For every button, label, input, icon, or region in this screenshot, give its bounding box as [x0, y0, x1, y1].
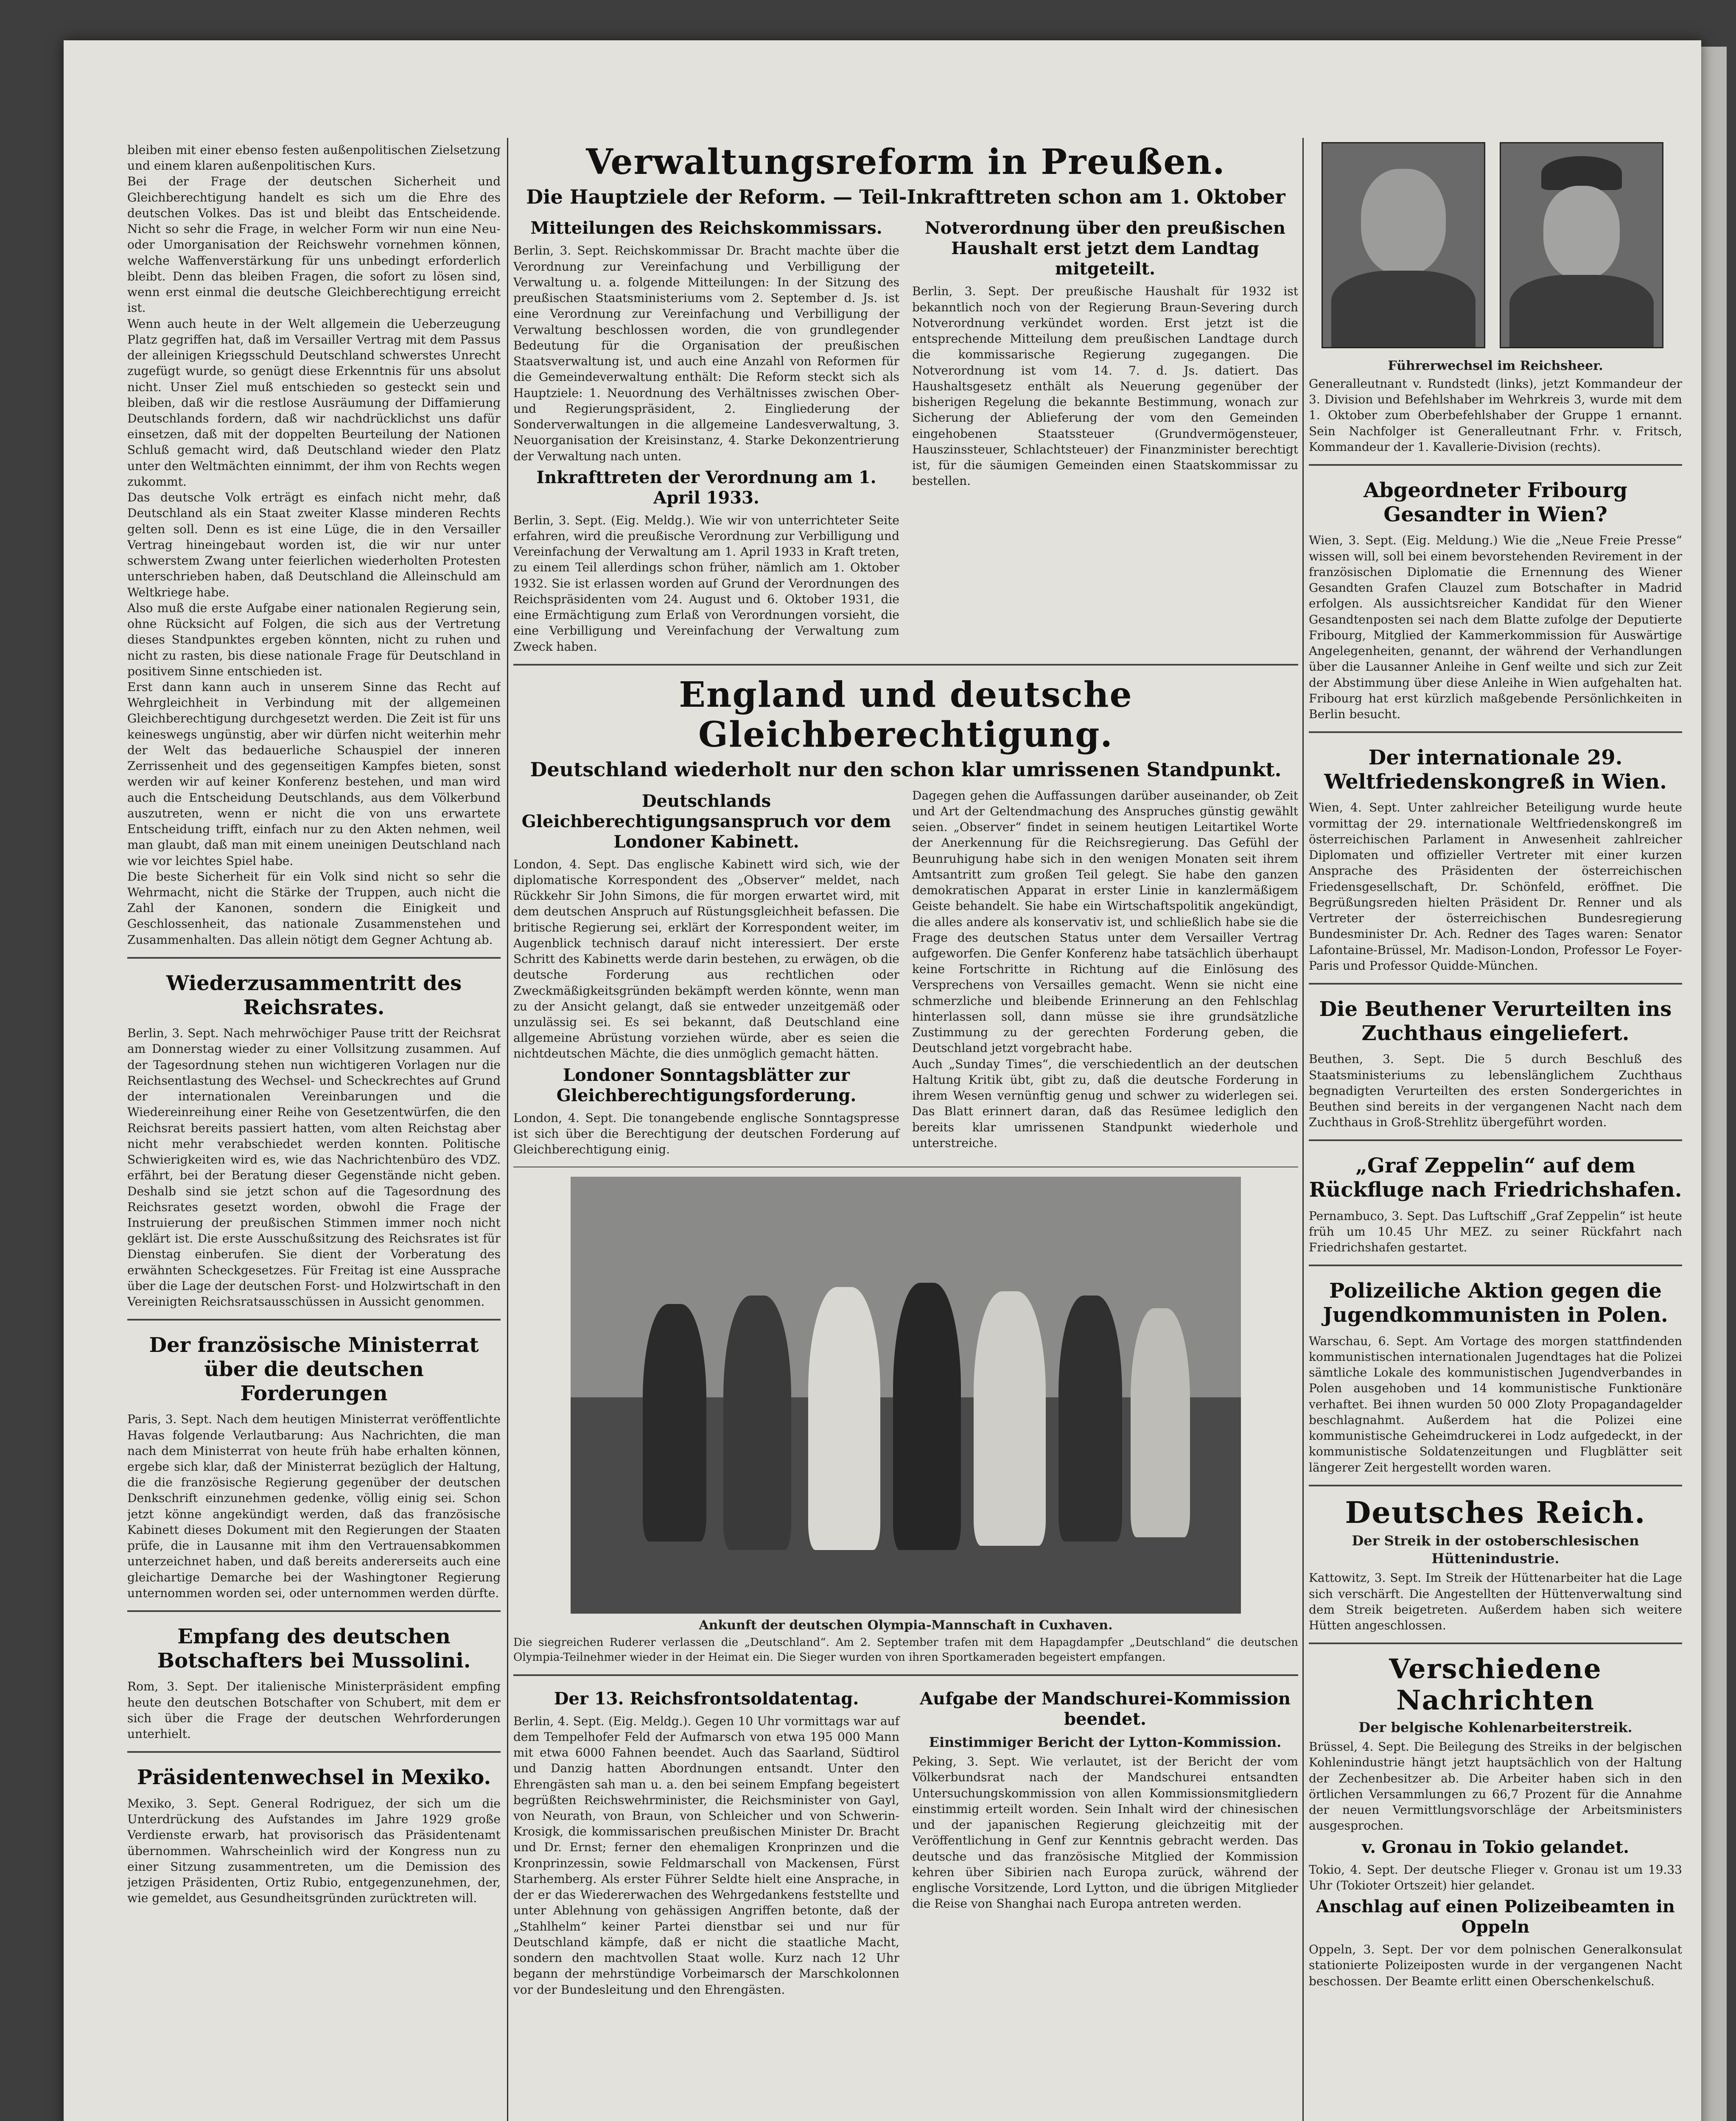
column-rule-left	[507, 138, 508, 2121]
article-continuation-intro: bleiben mit einer ebenso festen außenpolitischen Zielsetzung und einem klaren außenpolitischen Kurs.	[127, 143, 501, 173]
divider	[127, 1610, 501, 1612]
divider	[1309, 731, 1682, 733]
column-center	[513, 142, 1298, 2121]
article-gronau: Tokio, 4. Sept. Der deutsche Flieger v. Gronau ist um 19.33 Uhr (Tokioter Ortszeit) hier gelandet.	[1309, 1862, 1682, 1892]
photo-caption: Ankunft der deutschen Olympia-Mannschaft in Cuxhaven.	[699, 1618, 1113, 1633]
headline-mitteilungen: Mitteilungen des Reichskommissars.	[530, 218, 882, 238]
article-mandschurei: Peking, 3. Sept. Wie verlautet, ist der Bericht der vom Völkerbundsrat nach der Mandschurei entsandten Untersuchungskommission von allen Kommissionsmitgliedern einstimmig erteilt worden. Sein Inhalt wird der chinesischen und der japanischen Regierung gleichzeitig mit der Veröffentlichung in Genf zur Kenntnis gebracht werden. Das deutsche und das französische Mitglied der Kommission kehren über Sibirien nach Europa zurück, während der englische Vorsitzende, Lord Lytton, und die übrigen Mitglieder die Reise von Shanghai nach Europa antreten werden.	[912, 1754, 1298, 1911]
divider	[513, 1674, 1298, 1676]
headline-ministerrat: Der französische Ministerrat über die deutschen Forderungen	[149, 1333, 479, 1405]
headline-fribourg: Abgeordneter Fribourg Gesandter in Wien?	[1363, 478, 1627, 526]
headline-reichsrat: Wiederzusammentritt des Reichsrates.	[166, 971, 462, 1019]
divider	[127, 1319, 501, 1321]
headline-verwaltungsreform: Verwaltungsreform in Preußen.	[586, 142, 1226, 182]
portrait-pair	[1309, 142, 1682, 354]
article-oppeln: Oppeln, 3. Sept. Der vor dem polnischen Generalkonsulat stationierte Polizeiposten wurde in der vergangenen Nacht beschossen. Der Beamte erlitt einen Oberschenkelschuß.	[1309, 1942, 1682, 1988]
headline-deutsches-reich: Deutsches Reich.	[1345, 1494, 1646, 1530]
paragraph: Die beste Sicherheit für ein Volk sind nicht so sehr die Wehrmacht, nicht die Stärke der Truppen, auch nicht die Zahl der Kanonen, sondern die Einigkeit und Geschlossenheit, das nationale Zusammenstehen und Zusammenhalten. Das allein nötigt dem Gegner Achtung ab.	[127, 869, 501, 947]
paragraph: Also muß die erste Aufgabe einer nationalen Regierung sein, ohne Rücksicht auf Folgen, die sich aus der Vertretung dieses Standpunktes ergeben könnten, nicht zu ruhen und nicht zu rasten, bis diese nationale Frage für Deutschland in positivem Sinne entschieden ist.	[127, 601, 501, 678]
subheadline-streik: Der Streik in der ostoberschlesischen Hüttenindustrie.	[1352, 1533, 1639, 1567]
article-kohlenstreik: Brüssel, 4. Sept. Die Beilegung des Streiks in der belgischen Kohlenindustrie hängt jetzt hauptsächlich von der Haltung der Zechenbesitzer ab. Die Arbeiter haben sich in den örtlichen Versammlungen zu 66,7 Prozent für die Annahme der neuen Vermittlungsvorschläge der Arbeitsministers ausgesprochen.	[1309, 1740, 1682, 1833]
article-empfang: Rom, 3. Sept. Der italienische Ministerpräsident empfing heute den deutschen Botschafter von Schubert, mit dem er sich über die Frage der deutschen Wehrforderungen unterhielt.	[127, 1679, 501, 1741]
article-inkrafttreten: Berlin, 3. Sept. (Eig. Meldg.). Wie wir von unterrichteter Seite erfahren, wird die preußische Verordnung zur Verbilligung und Vereinfachung der Verwaltung am 1. April 1933 in Kraft treten, zu einem Teil allerdings schon früher, nämlich am 1. Oktober 1932. Sie ist erlassen worden auf Grund der Verordnungen des Reichspräsidenten vom 24. August und 6. Oktober 1931, die eine Ermächtigung zum Erlaß von Verordnungen vorsieht, die eine Verbilligung und Vereinfachung der Verwaltung zum Zweck haben.	[513, 513, 899, 654]
divider	[1309, 983, 1682, 985]
column-left	[127, 142, 501, 2121]
divider	[1309, 464, 1682, 466]
page-edge	[1701, 47, 1727, 2121]
divider	[513, 664, 1298, 666]
divider	[1309, 1139, 1682, 1141]
headline-england: England und deutsche Gleichberechtigung.	[679, 674, 1133, 756]
headline-beuthen: Die Beuthener Verurteilten ins Zuchthaus eingeliefert.	[1319, 997, 1672, 1045]
article-sunday-times: Auch „Sunday Times“, die verschiedentlich an der deutschen Haltung Kritik übt, gibt zu, daß die deutsche Forderung in ihrem Wesen vernünftig genug und schwer zu widerlegen sei. Das Blatt erinnert daran, daß das Resümee lediglich den bereits klar umrissenen Standpunkt wiederhole und unterstreiche.	[912, 1057, 1298, 1150]
headline-anspruch: Deutschlands Gleichberechtigungsanspruch vor dem Londoner Kabinett.	[521, 791, 891, 852]
photo-subcaption: Die siegreichen Ruderer verlassen die „Deutschland“. Am 2. September trafen mit dem Hapagdampfer „Deutschland“ die deutschen Olympia-Teilnehmer wieder in der Heimat ein. Die Sieger wurden von ihren Sportkameraden begeistert empfangen.	[513, 1636, 1298, 1664]
article-ministerrat: Paris, 3. Sept. Nach dem heutigen Ministerrat veröffentlichte Havas folgende Verlautbarung: Aus Nachrichten, die man nach dem Ministerrat von heute früh habe erhalten können, ergebe sich klar, daß der Ministerrat bezüglich der Haltung, die die französische Regierung gegenüber der deutschen Denkschrift einzunehmen gedenke, völlig einig sei. Schon jetzt könne angekündigt werden, daß das französische Kabinett dieses Dokument mit den Regierungen der Staaten prüfe, die in Lausanne mit ihm den Vertrauensabkommen unterzeichnet haben, und daß bereits andererseits auch eine gleichartige Demarche bei der Washingtoner Regierung unternommen worden sei, oder unternommen werden dürfte.	[127, 1412, 501, 1600]
portrait-text: Generalleutnant v. Rundstedt (links), jetzt Kommandeur der 3. Division und Befehlshaber im Wehrkreis 3, wurde mit dem 1. Oktober zum Oberbefehlshaber der Gruppe 1 ernannt. Sein Nachfolger ist Generalleutnant Frhr. v. Fritsch, Kommandeur der 1. Kavallerie-Division (rechts).	[1309, 377, 1682, 454]
subheadline-mandschurei: Einstimmiger Bericht der Lytton-Kommission.	[929, 1734, 1282, 1750]
verwaltungsreform-body	[513, 215, 1298, 654]
headline-frontsoldatentag: Der 13. Reichsfrontsoldatentag.	[554, 1688, 859, 1709]
article-sonntagsblaetter: London, 4. Sept. Die tonangebende englische Sonntagspresse ist sich über die Berechtigung der deutschen Forderung auf Gleichberechtigung einig.	[513, 1111, 899, 1157]
divider	[1309, 1643, 1682, 1644]
article-friedenskongress: Wien, 4. Sept. Unter zahlreicher Beteiligung wurde heute vormittag der 29. internationale Weltfriedenskongreß im österreichischen Parlament in Anwesenheit zahlreicher Diplomaten und offizieller Vertreter mit einer kurzen Ansprache des Präsidenten der österreichischen Friedensgesellschaft, Dr. Schönfeld, eröffnet. Die Begrüßungsreden hielten Präsident Dr. Renner und als Vertreter der österreichischen Bundesregierung Bundesminister Dr. Ach. Redner des Tages waren: Senator Lafontaine-Brüssel, Mr. Madison-London, Professor Le Foyer-Paris und Professor Quidde-München.	[1309, 800, 1682, 973]
paragraph: Wenn auch heute in der Welt allgemein die Ueberzeugung Platz gegriffen hat, daß im Versailler Vertrag mit dem Passus der alleinigen Kriegsschuld Deutschland schwerstes Unrecht zugefügt wurde, so genügt diese Erkenntnis für uns absolut nicht. Unser Ziel muß entschieden so gesteckt sein und bleiben, daß wir die restlose Ausräumung der Diffamierung Deutschlands fordern, daß wir nachdrücklichst uns dafür einsetzen, daß mit der doppelten Beurteilung der Nationen Schluß gemacht wird, daß Deutschland wieder den Platz unter den Weltmächten einnimmt, der ihm von Rechts wegen zukommt.	[127, 316, 501, 489]
portrait-rundstedt	[1322, 142, 1485, 348]
headline-notverordnung: Notverordnung über den preußischen Haushalt erst jetzt dem Landtag mitgeteilt.	[925, 218, 1285, 279]
newspaper-page	[64, 40, 1701, 2121]
article-reichsrat: Berlin, 3. Sept. Nach mehrwöchiger Pause tritt der Reichsrat am Donnerstag wieder zu einer Vollsitzung zusammen. Auf der Tagesordnung stehen nun wichtigeren Vorlagen nur die Reichsentlastung des Wechsel- und Scheckrechtes auf Grund der internationalen Vereinbarungen und die Wiedereinreihung einer Reihe von Gesetzentwürfen, die den Reichsrat bereits passiert hatten, vom alten Reichstag aber nicht mehr verabschiedet werden konnten. Politische Schwierigkeiten wird es, wie das Nachrichtenbüro des VDZ. erfährt, bei der Beratung dieser Gegenstände nicht geben. Deshalb sind sie jetzt schon auf die Tagesordnung des Reichsrates gesetzt worden, obwohl die Frage der Instruierung der preußischen Stimmen immer noch nicht geklärt ist. Die erste Ausschußsitzung des Reichsrates ist für Dienstag einberufen. Sie dient der Vorberatung des erwähnten Scheckgesetzes. Für Freitag ist eine Aussprache über die Lage der deutschen Forst- und Holzwirtschaft in den Vereinigten Reichsratsausschüssen in Aussicht genommen.	[127, 1026, 501, 1309]
headline-zeppelin: „Graf Zeppelin“ auf dem Rückfluge nach Friedrichshafen.	[1309, 1154, 1682, 1202]
article-mitteilungen: Berlin, 3. Sept. Reichskommissar Dr. Bracht machte über die Verordnung zur Vereinfachung und Verbilligung der Verwaltung u. a. folgende Mitteilungen: In der Sitzung des preußischen Staatsministeriums vom 2. September d. Js. ist eine Verordnung zur Vereinfachung und Verbilligung der Verwaltung beschlossen worden, die von grundlegender Bedeutung für die Organisation der preußischen Staatsverwaltung ist, und auch eine Anzahl von Reformen für die Gemeindeverwaltung enthält: Die Reform steckt sich als Hauptziele: 1. Neuordnung des Verhältnisses zwischen Ober- und Regierungspräsident, 2. Eingliederung der Sonderverwaltungen in die allgemeine Landesverwaltung, 3. Neuorganisation der Kreisinstanz, 4. Starke Dekonzentrierung der Verwaltung nach unten.	[513, 243, 899, 463]
portrait-fritsch	[1500, 142, 1663, 348]
divider	[1309, 1265, 1682, 1266]
paragraph: Erst dann kann auch in unserem Sinne das Recht auf Wehrgleichheit in Verbindung mit der allgemeinen Gleichberechtigung durchgesetzt werden. Die Zeit ist für uns keineswegs ungünstig, aber wir dürfen nicht weiterhin mehr der Welt das bedauerliche Schauspiel der inneren Zerrissenheit und des gegenseitigen Kampfes bieten, sonst werden wir auf keiner Konferenz bestehen, und man wird auch die Entscheidung Deutschlands, aus dem Völkerbund auszutreten, wenn er nicht die von uns erwartete Entscheidung trifft, einfach nur zu den Akten nehmen, weil man glaubt, daß man mit einem uneinigen Deutschland nach wie vor leichtes Spiel habe.	[127, 680, 501, 868]
olympia-team-photo	[571, 1177, 1241, 1614]
column-rule-right	[1302, 138, 1304, 2121]
divider	[127, 1751, 501, 1753]
headline-mandschurei: Aufgabe der Mandschurei-Kommission beendet.	[920, 1688, 1291, 1729]
article-beuthen: Beuthen, 3. Sept. Die 5 durch Beschluß des Staatsministeriums zu lebenslänglichem Zuchthaus begnadigten Verurteilten des ersten Sondergerichtes in Beuthen sind bereits in der vergangenen Nacht nach dem Zuchthaus in Groß-Strehlitz übergeführt worden.	[1309, 1052, 1682, 1130]
subheadline-kohlenstreik: Der belgische Kohlenarbeiterstreik.	[1358, 1719, 1632, 1735]
subheadline-verwaltungsreform: Die Hauptziele der Reform. — Teil-Inkrafttreten schon am 1. Oktober	[526, 185, 1285, 209]
headline-sonntagsblaetter: Londoner Sonntagsblätter zur Gleichberechtigungsforderung.	[556, 1065, 857, 1105]
article-anspruch: London, 4. Sept. Das englische Kabinett wird sich, wie der diplomatische Korrespondent des „Observer“ meldet, nach Rückkehr Sir John Simons, die für morgen erwartet wird, mit dem deutschen Anspruch auf Rüstungsgleichheit befassen. Die britische Regierung sei, erklärt der Korrespondent weiter, im Augenblick technisch darauf nicht interessiert. Der erste Schritt des Kabinetts werde darin bestehen, zu erwägen, ob die deutsche Forderung aus rechtlichen oder Zweckmäßigkeitsgründen bekämpft werden könnte, wenn man zu der Ansicht gelangt, daß sie entweder unzeitgemäß oder unzulässig sei. Es sei bekannt, daß Deutschland eine allgemeine Abrüstung vorziehen würde, aber es seien die nichtdeutschen Mächte, die dies unmöglich gemacht hätten.	[513, 857, 899, 1061]
headline-polen: Polizeiliche Aktion gegen die Jugendkommunisten in Polen.	[1323, 1279, 1668, 1327]
article-polen: Warschau, 6. Sept. Am Vortage des morgen stattfindenden kommunistischen internationalen Jugendtages hat die Polizei sämtliche Lokale des kommunistischen Jugendverbandes in Polen ausgehoben und 14 kommunistische Funktionäre verhaftet. Bei ihnen wurden 50 000 Zloty Propagandagelder beschlagnahmt. Außerdem hat die Polizei eine kommunistische Geheimdruckerei in Lodz aufgedeckt, in der kommunistische Soldatenzeitungen und Flugblätter seit längerer Zeit hergestellt worden waren.	[1309, 1334, 1682, 1475]
article-notverordnung: Berlin, 3. Sept. Der preußische Haushalt für 1932 ist bekanntlich noch von der Regierung Braun-Severing durch Notverordnung verkündet worden. Erst jetzt ist die entsprechende Mitteilung dem preußischen Landtage durch die kommissarische Regierung zugegangen. Die Notverordnung ist vom 14. 7. d. Js. datiert. Das Haushaltsgesetz enthält als Neuerung gegenüber der bisherigen Regelung die bekannte Bestimmung, wonach zur Sicherung der Ablieferung der vom den Gemeinden eingehobenen Staatssteuer (Grundvermögensteuer, Hauszinssteuer, Schlachtsteuer) der Finanzminister berechtigt ist, für die säumigen Gemeinden einen Staatskommissar zu bestellen.	[912, 284, 1298, 488]
article-zeppelin: Pernambuco, 3. Sept. Das Luftschiff „Graf Zeppelin“ ist heute früh um 10.45 Uhr MEZ. zu seiner Rückfahrt nach Friedrichshafen gestartet.	[1309, 1209, 1682, 1255]
headline-empfang: Empfang des deutschen Botschafters bei Mussolini.	[157, 1625, 471, 1673]
paragraph: Bei der Frage der deutschen Sicherheit und Gleichberechtigung handelt es sich um die Ehre des deutschen Volkes. Das ist und bleibt das Entscheidende. Nicht so sehr die Frage, in welcher Form wir nun eine Neu- oder Umorganisation der Reichswehr vornehmen können, welche Waffenverstärkung für uns unbedingt erforderlich bleibt. Denn das bleiben Fragen, die sofort zu lösen sind, wenn erst einmal die deutsche Gleichberechtigung erreicht ist.	[127, 174, 501, 315]
headline-inkrafttreten: Inkrafttreten der Verordnung am 1. April 1933.	[536, 467, 876, 508]
headline-verschiedene: Verschiedene Nachrichten	[1389, 1653, 1602, 1717]
paragraph: Das deutsche Volk erträgt es einfach nicht mehr, daß Deutschland als ein Staat zweiter Klasse minderen Rechts gelten soll. Denn es ist eine Lüge, die in den Versailler Vertrag hineingebaut worden ist, die wir nur unter schwerstem Zwang unter feierlichen wiederholten Protesten unterschrieben haben, daß Deutschland die Alleinschuld am Weltkriege habe.	[127, 490, 501, 599]
article-streik: Kattowitz, 3. Sept. Im Streik der Hüttenarbeiter hat die Lage sich verschärft. Die Angestellten der Hüttenverwaltung sind dem Streik beigetreten. Außerdem haben sich weitere Hütten angeschlossen.	[1309, 1571, 1682, 1633]
article-fribourg: Wien, 3. Sept. (Eig. Meldung.) Wie die „Neue Freie Presse“ wissen will, soll bei einem bevorstehenden Revirement in der französischen Diplomatie die Ernennung des Wiener Gesandten Grafen Clauzel zum Botschafter in Madrid erfolgen. Als aussichtsreicher Kandidat für den Wiener Gesandtenposten sei nach dem Blatte zufolge der Deputierte Fribourg, Mitglied der Kammerkommission für Auswärtige Angelegenheiten, genannt, der während der Verhandlungen über die Lausanner Anleihe in Genf weilte und sich zur Zeit der Abstimmung über diese Anleihe in Wien aufgehalten hat. Fribourg hat erst kürzlich maßgebende Persönlichkeiten in Berlin besucht.	[1309, 533, 1682, 721]
headline-gronau: v. Gronau in Tokio gelandet.	[1362, 1837, 1629, 1857]
article-anspruch-continued: Dagegen gehen die Auffassungen darüber auseinander, ob Zeit und Art der Geltendmachung des Anspruches günstig gewählt seien. „Observer“ findet in seinem heutigen Leitartikel Worte der Anerkennung für die Reichsregierung. Das Gefühl der Beunruhigung habe sich in den wenigen Monaten seit ihrem Amtsantritt zum großen Teil gelegt. Sie habe den ganzen demokratischen Apparat in erster Linie in kanzlermäßigem Geiste behandelt. Sie habe ein Wirtschaftspolitik angekündigt, die alles andere als konservativ ist, und schließlich habe sie die Frage des deutschen Status unter dem Versailler Vertrag aufgeworfen. Die Genfer Konferenz habe tatsächlich überhaupt keine Fortschritte in Richtung auf die Einlösung des Versprechens von Versailles gemacht. Wenn sie nicht eine schmerzliche und bleibende Erinnerung an den Fehlschlag hinterlassen soll, dann müsse sie ihre grundsätzliche Zustimmung zu der gerechten Forderung geben, die Deutschland jetzt vorgebracht habe.	[912, 788, 1298, 1055]
divider	[1309, 1485, 1682, 1486]
article-mexiko: Mexiko, 3. Sept. General Rodriguez, der sich um die Unterdrückung des Aufstandes im Jahre 1929 große Verdienste erwarb, hat provisorisch das Präsidentenamt übernommen. Wahrscheinlich wird der Kongress nun zu einer Sitzung zusammentreten, um die Demission des jetzigen Präsidenten, Ortiz Rubio, entgegenzunehmen, der, wie gemeldet, aus Gesundheitsgründen zurücktreten will.	[127, 1796, 501, 1906]
bottom-articles	[513, 1685, 1298, 1998]
article-frontsoldatentag: Berlin, 4. Sept. (Eig. Meldg.). Gegen 10 Uhr vormittags war auf dem Tempelhofer Feld der Aufmarsch von etwa 195 000 Mann mit etwa 6000 Fahnen beendet. Auch das Saarland, Südtirol und Danzig hatten Abordnungen entsandt. Unter den Ehrengästen sah man u. a. den bei seinem Empfang begeistert begrüßten Reichswehrminister, die Reichsminister von Gayl, von Neurath, von Braun, von Schleicher und von Schwerin-Krosigk, die kommissarischen preußischen Minister Dr. Bracht und Dr. Ernst; ferner den ehemaligen Kronprinzen und die Kronprinzessin, sowie Feldmarschall von Mackensen, Fürst Starhemberg. Als erster Führer Seldte hielt eine Ansprache, in der er das Wiedererwachen des Wehrgedankens feststellte und unter Ablehnung von gehässigen Angriffen betonte, daß der „Stahlhelm“ keiner Partei dienstbar sei und nur für Deutschland kämpfe, daß er nicht die staatliche Macht, sondern den machtvollen Staat wolle. Kurz nach 12 Uhr begann der mehrstündige Vorbeimarsch der Marschkolonnen vor der Bundesleitung und den Ehrengästen.	[513, 1714, 899, 1997]
headline-mexiko: Präsidentenwechsel in Mexiko.	[137, 1766, 491, 1790]
divider	[127, 957, 501, 959]
headline-oppeln: Anschlag auf einen Polizeibeamten in Oppeln	[1316, 1897, 1675, 1937]
portrait-caption: Führerwechsel im Reichsheer.	[1388, 358, 1603, 373]
subheadline-england: Deutschland wiederholt nur den schon klar umrissenen Standpunkt.	[530, 758, 1282, 781]
column-right	[1309, 142, 1682, 2121]
headline-friedenskongress: Der internationale 29. Weltfriedenskongreß in Wien.	[1324, 746, 1667, 794]
england-body	[513, 788, 1298, 1158]
